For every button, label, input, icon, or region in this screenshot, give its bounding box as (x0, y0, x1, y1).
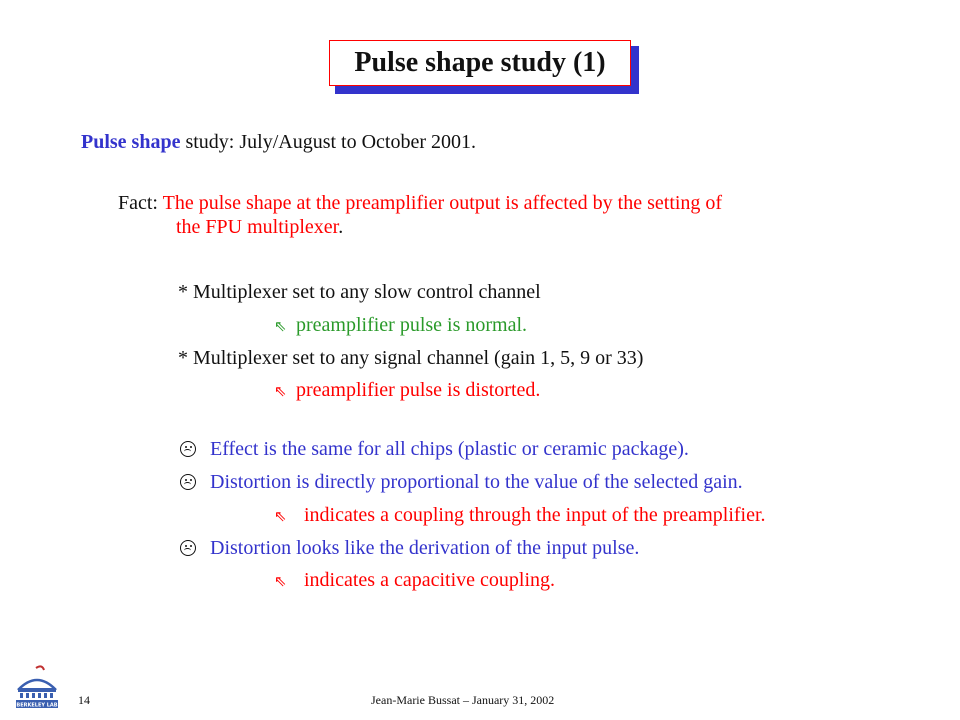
arrow-up-left-icon: ⇖ (274, 572, 287, 590)
fact-line-2 (176, 214, 343, 240)
fact-label: Fact: (118, 192, 163, 214)
mux-slow-item: * Multiplexer set to any slow control channel (178, 281, 541, 303)
observation-distortion-gain-text: Distortion is directly proportional to the value of the selected gain. (210, 471, 743, 493)
frown-face-icon (180, 540, 196, 556)
footer-author-date: Jean-Marie Bussat – January 31, 2002 (371, 693, 555, 707)
mux-signal-item: * Multiplexer set to any signal channel (gain 1, 5, 9 or 33) (178, 347, 644, 369)
arrow-up-left-icon: ⇖ (274, 382, 287, 400)
intro-text: study: July/August to October 2001. (180, 131, 477, 153)
distortion-derivation-result-text: indicates a capacitive coupling. (304, 569, 556, 591)
mux-slow-result (274, 312, 527, 339)
frown-face-icon (180, 474, 196, 490)
page-title: Pulse shape study (1) (329, 40, 631, 86)
intro-highlight: Pulse shape (81, 131, 181, 153)
distortion-gain-result (274, 502, 766, 529)
distortion-gain-result-text: indicates a coupling through the input of the preamplifier. (304, 504, 766, 526)
intro-line (81, 129, 476, 155)
mux-signal-result (274, 377, 540, 404)
frown-face-icon (180, 441, 196, 457)
berkeley-lab-logo (14, 662, 60, 710)
fact-period: . (338, 216, 344, 238)
observation-effect (180, 436, 689, 462)
distortion-derivation-result (274, 567, 555, 594)
fact-line (118, 190, 722, 216)
fact-text: The pulse shape at the preamplifier output is affected by the setting of (162, 192, 723, 214)
mux-signal-result-text: preamplifier pulse is distorted. (296, 379, 541, 401)
mux-slow-result-text: preamplifier pulse is normal. (296, 314, 528, 336)
arrow-up-left-icon: ⇖ (274, 317, 287, 335)
observation-distortion-derivation (180, 535, 639, 561)
page-number: 14 (78, 693, 90, 707)
svg-text:BERKELEY LAB: BERKELEY LAB (16, 702, 58, 709)
observation-distortion-gain (180, 469, 743, 495)
arrow-up-left-icon: ⇖ (274, 507, 287, 525)
observation-distortion-derivation-text: Distortion looks like the derivation of the input pulse. (210, 537, 640, 559)
fact-text-2: the FPU multiplexer (176, 216, 339, 238)
observation-effect-text: Effect is the same for all chips (plastic or ceramic package). (210, 438, 689, 460)
